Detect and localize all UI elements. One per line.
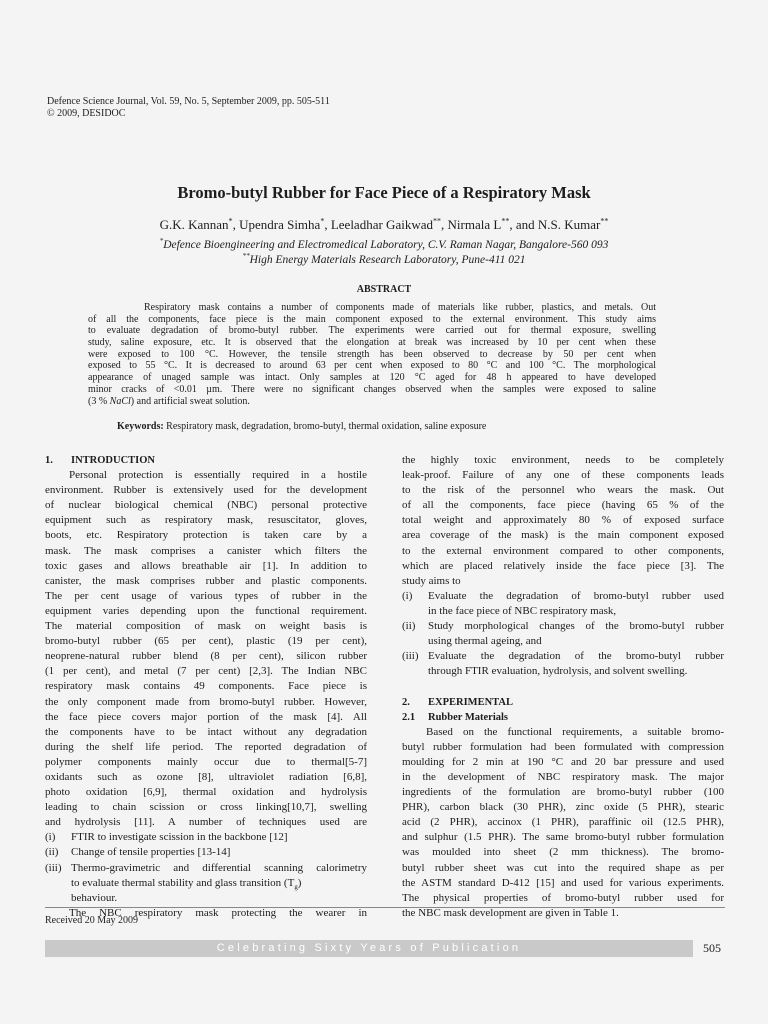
body-line: which are placed relatively inside the face piece [3]. The xyxy=(402,559,724,572)
list-item xyxy=(45,861,367,876)
body-line: the NBC mask development are given in Table 1. xyxy=(402,906,619,919)
abstract-text: ) and artificial sweat solution. xyxy=(130,395,250,407)
body-line: acid (2 PHR), accinox (1 PHR), paraffinic oil (12.5 PHR), xyxy=(402,816,724,829)
section-number: 2.1 xyxy=(402,711,416,723)
abstract-line xyxy=(88,396,656,408)
author-separator: , and xyxy=(509,217,538,232)
abstract-line: were exposed to 100 °C. However, the tensile strength has been observed to decrease by 50 per cent when xyxy=(88,348,656,360)
right-column xyxy=(402,453,724,921)
subscript-g: g xyxy=(294,883,298,891)
body-line: in the development of NBC respiratory mask. The major xyxy=(402,770,724,783)
author-mark: * xyxy=(228,216,233,226)
body-line: The NBC respiratory mask protecting the wearer in xyxy=(69,906,367,919)
section-title: INTRODUCTION xyxy=(71,455,156,466)
list-item xyxy=(45,845,367,860)
page-number: 505 xyxy=(703,941,721,955)
affiliation-mark: ** xyxy=(242,252,250,261)
keywords xyxy=(117,421,486,432)
body-line: The per cent usage of various types of rubber in the xyxy=(45,589,367,602)
affiliation-text: Defence Bioengineering and Electromedical Laboratory, C.V. Raman Nagar, Bangalore-560 093 xyxy=(163,239,609,251)
author-mark: ** xyxy=(600,216,609,226)
list-number: (ii) xyxy=(402,620,416,633)
affiliation-text: High Energy Materials Research Laboratory, Pune-411 021 xyxy=(249,254,526,266)
list-text: Thermo-gravimetric and differential scanning calorimetry xyxy=(71,861,367,874)
footer-divider xyxy=(45,907,725,908)
body-line: and sulphur (1.5 PHR). The same bromo-butyl rubber formulation xyxy=(402,831,724,844)
author-list xyxy=(0,217,768,233)
body-line: Personal protection is essentially required in a hostile xyxy=(69,469,367,482)
abstract-line: Respiratory mask contains a number of components made of materials like rubber, plastics, and metals. Out xyxy=(144,302,656,313)
author-mark: ** xyxy=(432,216,442,226)
author-name: Nirmala L xyxy=(447,217,502,232)
body-line: and hydrolysis [11]. A number of techniques used are xyxy=(45,816,367,829)
body-line: polymer components mainly occur due to thermal[5-7] xyxy=(45,755,367,768)
list-text: Change of tensile properties [13-14] xyxy=(71,846,231,859)
body-line: equipment such as respiratory mask, resuscitator, gloves, xyxy=(45,514,367,527)
body-line: The physical properties of bromo-butyl rubber used for xyxy=(402,891,724,904)
list-continuation xyxy=(45,876,367,891)
abstract-line: minor cracks of <0.01 µm. There were no significant changes observed when the samples were exposed to saline xyxy=(88,383,656,395)
abstract-text: (3 % xyxy=(88,395,110,407)
body-line: The material composition of mask on weight basis is xyxy=(45,620,367,633)
affiliation-2 xyxy=(0,254,768,266)
list-text: Study morphological changes of the bromo-butyl rubber xyxy=(428,620,724,633)
journal-copyright: © 2009, DESIDOC xyxy=(47,108,126,119)
subsection-heading-rubber-materials xyxy=(402,710,724,725)
body-line: study aims to xyxy=(402,574,461,587)
body-line: during the shelf life period. The reported degradation of xyxy=(45,740,367,753)
section-title: EXPERIMENTAL xyxy=(428,696,513,708)
section-title: Rubber Materials xyxy=(428,711,509,723)
aim-item xyxy=(402,649,724,664)
affiliation-mark: * xyxy=(159,237,164,246)
body-line: ingredients of the formulation are bromo-butyl rubber (100 xyxy=(402,786,724,799)
author-mark: ** xyxy=(501,216,510,226)
body-line: toxic gases and allows breathable air [1]. In addition to xyxy=(45,559,367,572)
body-line: photo oxidation [6,9], thermal oxidation and hydrolysis xyxy=(45,786,367,799)
abstract-body xyxy=(88,302,656,407)
left-column xyxy=(45,453,367,921)
list-item xyxy=(45,830,367,845)
list-text: ) xyxy=(297,876,302,889)
list-text: FTIR to investigate scission in the backbone [12] xyxy=(71,831,288,844)
section-heading-introduction xyxy=(45,453,367,468)
list-number: (i) xyxy=(402,589,413,602)
section-number: 1. xyxy=(45,455,53,466)
list-text: Evaluate the degradation of bromo-butyl rubber used xyxy=(428,589,724,602)
body-line: the components have to be intact without any degradation xyxy=(45,725,367,738)
section-number: 2. xyxy=(402,696,410,708)
list-number: (iii) xyxy=(402,650,419,663)
body-line: mask. The mask comprises a canister which filters the xyxy=(45,544,367,557)
keywords-text: Respiratory mask, degradation, bromo-butyl, thermal oxidation, saline exposure xyxy=(163,421,487,432)
paper-title: Bromo-butyl Rubber for Face Piece of a Respiratory Mask xyxy=(177,183,591,202)
body-line: area coverage of the mask) is the main component exposed xyxy=(402,529,724,542)
body-line: was moulded into sheet (2 mm thickness). The bromo- xyxy=(402,846,724,859)
body-line: bromo-butyl rubber (65 per cent), plastic (19 per cent), xyxy=(45,635,367,648)
aim-item xyxy=(402,589,724,604)
body-line: butyl rubber sheet was cut into the required shape as per xyxy=(402,861,724,874)
body-line: (1 per cent), and metal (7 per cent) [2,3]. The Indian NBC xyxy=(45,665,367,678)
body-line: oxidants such as ozone [8], ultraviolet radiation [6,8], xyxy=(45,770,367,783)
journal-citation: Defence Science Journal, Vol. 59, No. 5, September 2009, pp. 505-511 xyxy=(47,96,330,107)
body-line: PHR), carbon black (30 PHR), zinc oxide (5 PHR), stearic xyxy=(402,801,724,814)
body-line: canister, the mask comprises rubber and plastic components. xyxy=(45,574,367,587)
celebration-band: Celebrating Sixty Years of Publication xyxy=(45,940,693,957)
list-continuation: using thermal ageing, and xyxy=(428,635,542,648)
author-separator: , xyxy=(324,217,331,232)
body-line: environment. Rubber is extensively used for the development xyxy=(45,484,367,497)
author-mark: * xyxy=(320,216,325,226)
keywords-label: Keywords: xyxy=(117,421,164,432)
list-continuation: in the face piece of NBC respiratory mask, xyxy=(428,604,617,617)
received-date: Received 20 May 2009 xyxy=(45,915,139,926)
list-text: to evaluate thermal stability and glass transition (T xyxy=(71,876,295,889)
body-line: the highly toxic environment, needs to be completely xyxy=(402,454,724,466)
author-name: N.S. Kumar xyxy=(537,217,601,232)
author-separator: , xyxy=(441,217,448,232)
body-line: the only component made from bromo-butyl rubber. However, xyxy=(45,695,367,708)
body-line: equipment varies depending upon the functional requirement. xyxy=(45,604,367,617)
author-name: Leeladhar Gaikwad xyxy=(330,217,433,232)
body-line: to the external environment compared to other components, xyxy=(402,544,724,557)
journal-header xyxy=(47,96,330,120)
body-line: moulding for 2 min at 190 °C and 20 bar pressure and used xyxy=(402,755,724,768)
author-name: G.K. Kannan xyxy=(159,217,229,232)
body-line: the face piece covers major portion of the mask [4]. All xyxy=(45,710,367,723)
list-continuation: through FTIR evaluation, hydrolysis, and solvent swelling. xyxy=(428,665,688,678)
affiliation-1 xyxy=(0,239,768,251)
body-line: butyl rubber formulation had been formulated with compression xyxy=(402,740,724,753)
abstract-heading: ABSTRACT xyxy=(356,284,412,295)
body-line: boots, etc. Respiratory protection is taken care by a xyxy=(45,529,367,542)
aim-item xyxy=(402,619,724,634)
body-line: neoprene-natural rubber blend (8 per cent), silicon rubber xyxy=(45,650,367,663)
abstract-line: appearance of unaged sample was intact. Only samples at 120 °C aged for 48 h appeared to have developed xyxy=(88,372,656,384)
author-separator: , xyxy=(232,217,240,232)
section-heading-experimental xyxy=(402,695,724,710)
body-line: of nuclear biological chemical (NBC) personal protective xyxy=(45,499,367,512)
body-line: the ASTM standard D-412 [15] and used for various experiments. xyxy=(402,876,724,889)
list-number: (iii) xyxy=(45,861,62,874)
list-number: (ii) xyxy=(45,846,59,859)
list-number: (i) xyxy=(45,831,56,844)
list-continuation: behaviour. xyxy=(71,891,118,904)
body-line: leading to chain scission or cross linking[10,7], swelling xyxy=(45,801,367,814)
abstract-line: to evaluate degradation of bromo-butyl rubber. The experiments were carried out for thermal exposure, swelling xyxy=(88,325,656,337)
body-line: of all the components, face piece (having 65 % of the xyxy=(402,499,724,512)
author-name: Upendra Simha xyxy=(239,217,321,232)
body-line: to the risk of the personnel who wears the mask. Out xyxy=(402,484,724,497)
body-line: respiratory mask contains 49 components. Face piece is xyxy=(45,680,367,693)
abstract-chemical: NaCl xyxy=(109,395,131,407)
list-text: Evaluate the degradation of the bromo-butyl rubber xyxy=(428,650,724,663)
abstract-line: study, saline exposure, etc. It is observed that the elongation at break was increased by 10 per cent when these xyxy=(88,337,656,349)
abstract-line: exposed to 55 °C. It is decreased to around 63 per cent when exposed to 80 °C and 100 °C. The morphological xyxy=(88,360,656,372)
body-line: leak-proof. Failure of any one of these components leads xyxy=(402,469,724,482)
body-line: total weight and approximately 80 % of exposed surface xyxy=(402,514,724,527)
abstract-line: of all the components, face piece is the main component exposed to the external environment. This study aims xyxy=(88,313,656,325)
spacer xyxy=(402,679,724,694)
body-line: Based on the functional requirements, a suitable bromo- xyxy=(426,725,724,738)
